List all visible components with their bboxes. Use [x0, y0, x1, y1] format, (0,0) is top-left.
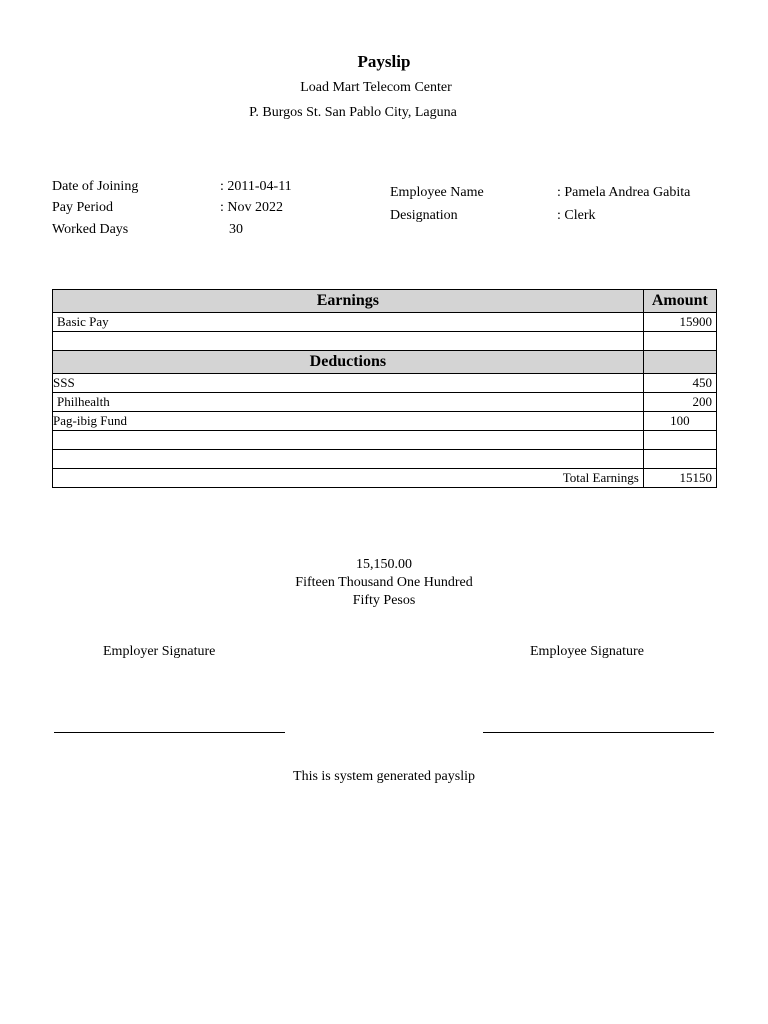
table-row-empty — [53, 332, 717, 351]
deduction-amount: 100 — [643, 412, 716, 431]
employee-signature-line — [483, 732, 714, 733]
deductions-header: Deductions — [53, 351, 644, 374]
worked-days-label: Worked Days — [52, 222, 129, 237]
earnings-header: Earnings — [53, 290, 644, 313]
employer-signature-line — [54, 732, 285, 733]
payslip-title: Payslip — [357, 52, 411, 71]
earning-amount: 15900 — [643, 313, 716, 332]
deduction-label: Pag-ibig Fund — [53, 412, 644, 431]
company-address: P. Burgos St. San Pablo City, Laguna — [249, 105, 457, 120]
deduction-label: Philhealth — [53, 393, 644, 412]
table-row-empty — [53, 431, 717, 450]
deductions-header-row — [53, 351, 717, 374]
net-pay-words-line1: Fifteen Thousand One Hundred — [295, 575, 473, 590]
net-pay-words-line2: Fifty Pesos — [352, 593, 416, 608]
table-row-empty — [53, 450, 717, 469]
employee-name-label: Employee Name — [390, 185, 484, 200]
deduction-amount: 200 — [643, 393, 716, 412]
worked-days-value: 30 — [229, 222, 243, 237]
company-name: Load Mart Telecom Center — [300, 80, 452, 95]
table-row — [53, 393, 717, 412]
payslip-table — [52, 289, 717, 488]
earning-label: Basic Pay — [53, 313, 644, 332]
total-earnings-value: 15150 — [643, 469, 716, 488]
table-row — [53, 374, 717, 393]
designation-label: Designation — [390, 208, 458, 223]
pay-period-value: : Nov 2022 — [220, 200, 283, 215]
employee-name-value: : Pamela Andrea Gabita — [557, 185, 691, 200]
total-row — [53, 469, 717, 488]
deduction-label: SSS — [53, 374, 644, 393]
date-of-joining-label: Date of Joining — [52, 179, 139, 194]
total-earnings-label: Total Earnings — [53, 469, 644, 488]
pay-period-label: Pay Period — [52, 200, 114, 215]
table-row — [53, 313, 717, 332]
footer-note: This is system generated payslip — [293, 769, 475, 784]
table-row — [53, 412, 717, 431]
date-of-joining-value: : 2011-04-11 — [220, 179, 292, 194]
net-pay-amount: 15,150.00 — [356, 557, 412, 572]
deduction-amount: 450 — [643, 374, 716, 393]
amount-header: Amount — [643, 290, 716, 313]
earnings-header-row — [53, 290, 717, 313]
employer-signature-label: Employer Signature — [103, 644, 216, 659]
employee-signature-label: Employee Signature — [530, 644, 644, 659]
designation-value: : Clerk — [557, 208, 596, 223]
